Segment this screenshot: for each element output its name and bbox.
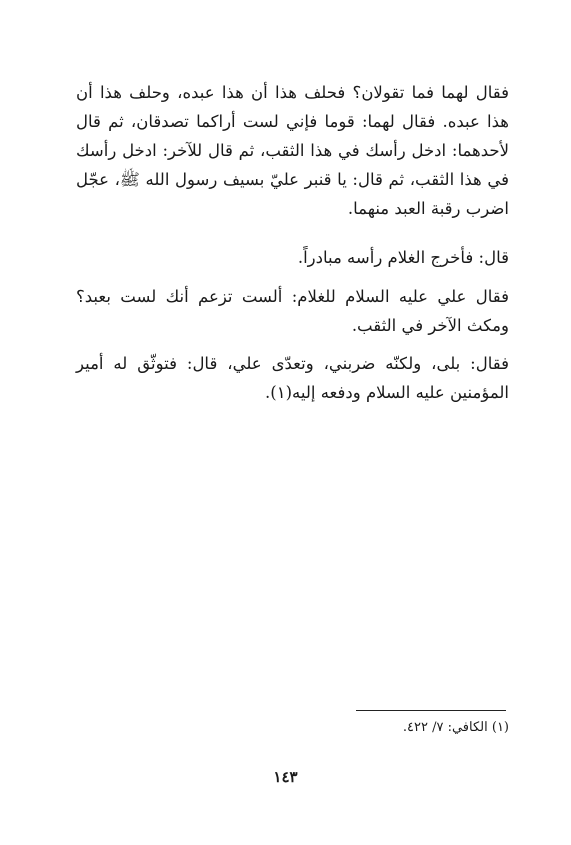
paragraph-2: قال: فأخرج الغلام رأسه مبادراً. xyxy=(297,248,509,267)
paragraph-4: فقال: بلى، ولكنّه ضربني، وتعدّى علي، قال: فتوثّق له أمير المؤمنين عليه السلام ودفعه إليه(١). xyxy=(76,354,509,402)
page-number: ١٤٣ xyxy=(273,768,298,786)
paragraph-1: فقال لهما فما تقولان؟ فحلف هذا أن هذا عبده، وحلف هذا أن هذا عبده. فقال لهما: قوما فإني لست أراكما تصدقان، ثم قال لأحدهما: ادخل رأسك في هذا الثقب، ثم قال للآخر: ادخل رأسك في هذا الثقب، ثم قال: يا قنبر عليّ بسيف رسول الله ﷺ، عجّل اضرب رقبة العبد منهما. xyxy=(76,83,509,218)
footnote-divider xyxy=(356,710,506,711)
footnote: (١) الكافي: ٧/ ٤٢٢. xyxy=(402,720,509,735)
paragraph-3: فقال علي عليه السلام للغلام: ألست تزعم أنك لست بعبد؟ ومكث الآخر في الثقب. xyxy=(76,287,509,335)
